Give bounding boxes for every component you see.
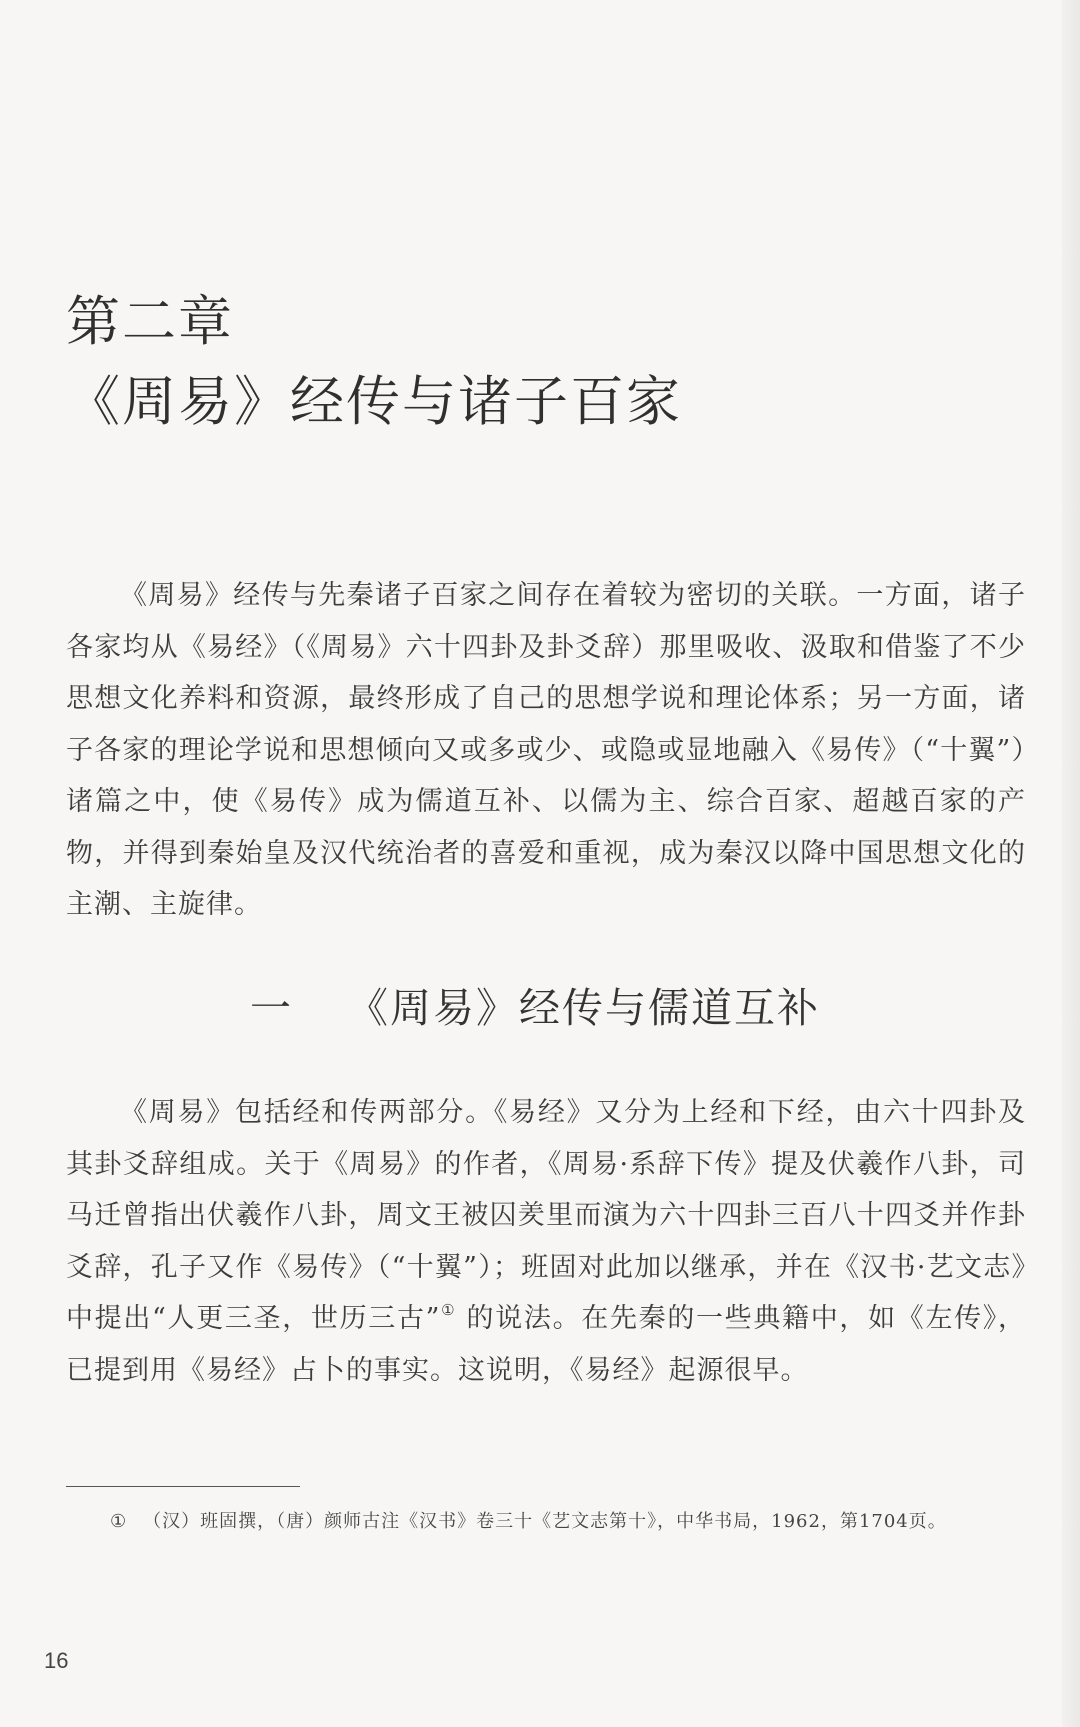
body-paragraph: [66, 1087, 1026, 1396]
section-number: 一: [250, 984, 293, 1032]
section-title: 《周易》经传与儒道互补: [347, 984, 820, 1032]
footnote-text: （汉）班固撰，（唐）颜师古注《汉书》卷三十《艺文志第十》，中华书局，1962，第1704页。: [143, 1511, 947, 1532]
section-heading: [250, 978, 820, 1038]
footnote-reference[interactable]: ①: [440, 1301, 457, 1319]
page-number: 16: [44, 1648, 69, 1673]
footnote-divider: [66, 1486, 300, 1487]
chapter-title: 《周易》经传与诸子百家: [66, 370, 682, 433]
intro-paragraph: 《周易》经传与先秦诸子百家之间存在着较为密切的关联。一方面，诸子各家均从《易经》（《周易》六十四卦及卦爻辞）那里吸收、汲取和借鉴了不少思想文化养料和资源，最终形成了自己的思想学说和理论体系；另一方面，诸子各家的理论学说和思想倾向又或多或少、或隐或显地融入《易传》（“十翼”）诸篇之中，使《易传》成为儒道互补、以儒为主、综合百家、超越百家的产物，并得到秦始皇及汉代统治者的喜爱和重视，成为秦汉以降中国思想文化的主潮、主旋律。: [66, 580, 1026, 920]
footnote-mark: ①: [110, 1511, 128, 1532]
body-paragraph-text: 《周易》包括经和传两部分。《易经》又分为上经和下经，由六十四卦及其卦爻辞组成。关于《周易》的作者，《周易·系辞下传》提及伏羲作八卦，司马迁曾指出伏羲作八卦，周文王被囚羑里而演为六十四卦三百八十四爻并作卦爻辞，孔子又作《易传》（“十翼”）；班固对此加以继承，并在《汉书·艺文志》中提出“人更三圣，世历三古”: [66, 1097, 1026, 1334]
body-paragraph-text-continued: 的说法。在先秦的一些典籍中，如《左传》，已提到用《易经》占卜的事实。这说明，《易经》起源很早。: [66, 1303, 1026, 1386]
footnote: [110, 1506, 1022, 1537]
page-edge-shadow: [1062, 0, 1080, 1727]
chapter-number: 第二章: [66, 290, 234, 353]
chapter-heading: [66, 282, 966, 442]
